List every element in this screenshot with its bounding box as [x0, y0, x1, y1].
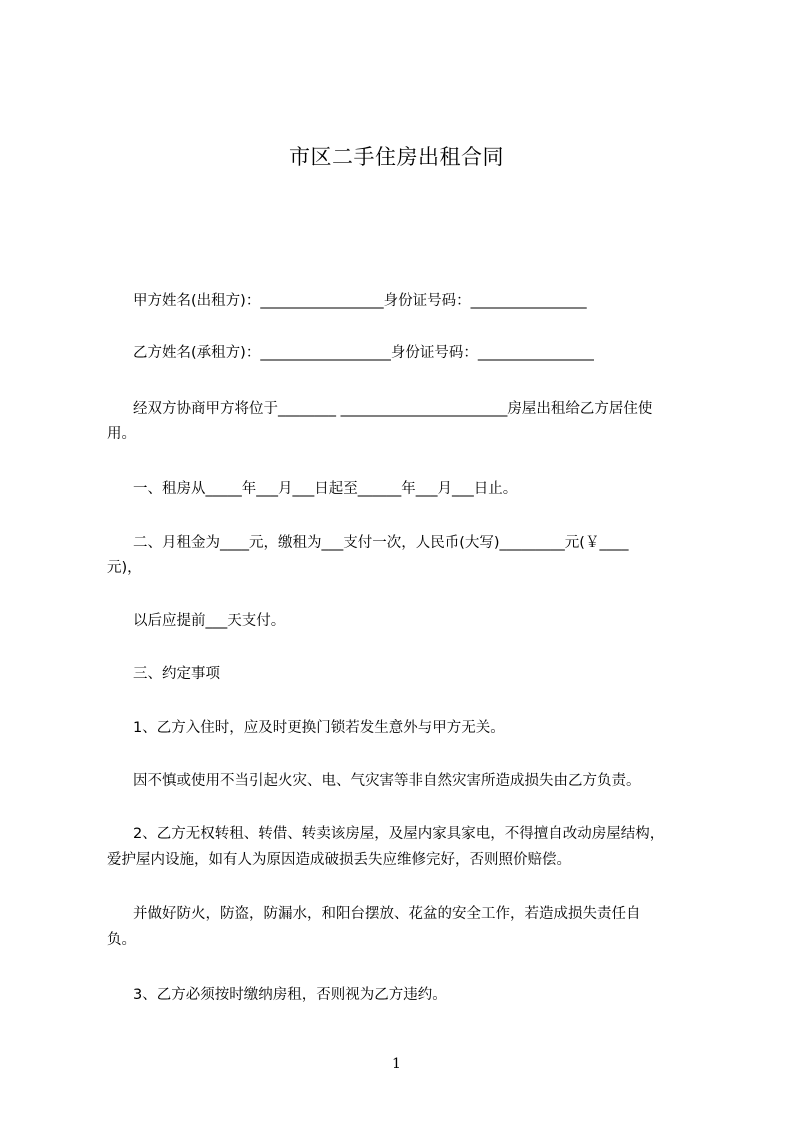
property-location-line-cont: 用。: [107, 426, 136, 442]
term-clause: 一、租房从_____年___月___日起至______年___月___日止。: [133, 481, 518, 497]
party-b-line: 乙方姓名(承租方)：__________________身份证号码：________________: [133, 345, 594, 361]
page-number: 1: [392, 1056, 401, 1072]
section-heading: 三、约定事项: [133, 666, 220, 682]
clause-2-detail-cont: 负。: [107, 932, 136, 948]
party-a-line: 甲方姓名(出租方)：_________________身份证号码：________________: [133, 293, 587, 309]
clause-1-detail: 因不慎或使用不当引起火灾、电、气灾害等非自然灾害所造成损失由乙方负责。: [133, 773, 641, 789]
rent-clause: 二、月租金为____元，缴租为___支付一次，人民币(大写)_________元(￥____: [133, 535, 629, 551]
property-location-line: 经双方协商甲方将位于________ _______________________房屋出租给乙方居住使: [133, 401, 653, 417]
clause-2-cont: 爱护屋内设施，如有人为原因造成破损丢失应维修完好，否则照价赔偿。: [107, 852, 571, 868]
advance-payment-line: 以后应提前___天支付。: [133, 613, 286, 629]
document-title: 市区二手住房出租合同: [289, 145, 504, 169]
rent-clause-cont: 元)，: [107, 560, 142, 576]
clause-3: 3、乙方必须按时缴纳房租，否则视为乙方违约。: [133, 987, 447, 1003]
clause-2-detail: 并做好防火，防盗，防漏水，和阳台摆放、花盆的安全工作，若造成损失责任自: [133, 906, 641, 922]
clause-1: 1、乙方入住时，应及时更换门锁若发生意外与甲方无关。: [133, 720, 505, 736]
clause-2: 2、乙方无权转租、转借、转卖该房屋，及屋内家具家电，不得擅自改动房屋结构，: [133, 826, 665, 842]
